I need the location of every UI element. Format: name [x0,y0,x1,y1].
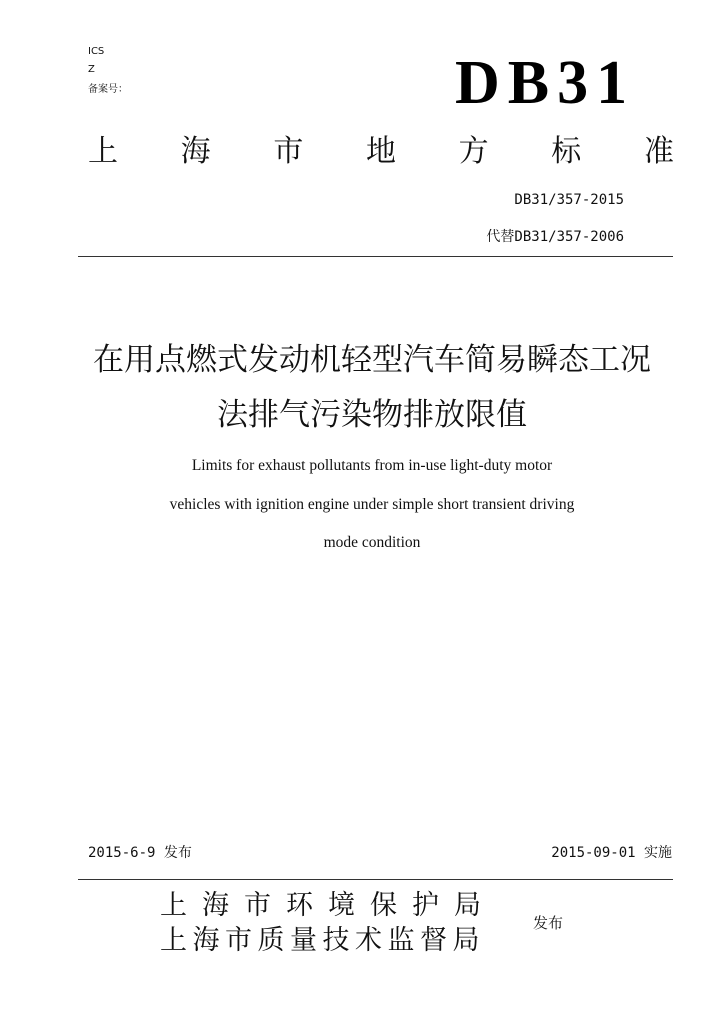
category-char: 准 [643,134,674,169]
title-en-line-1: Limits for exhaust pollutants from in-use light-duty motor [191,457,553,474]
issuer-environment-bureau: 上海市环境保护局 [160,890,496,921]
ics-label: ICS [88,46,105,57]
title-zh-line-1: 在用点燃式发动机轻型汽车简易瞬态工况 [93,342,651,378]
classification-label: Z [88,64,95,75]
record-number-label: 备案号： [88,84,128,95]
standard-code: DB31 [455,49,636,117]
header-divider [78,256,673,257]
category-char: 海 [180,134,211,169]
implementation-date: 2015-09-01 实施 [551,845,672,861]
footer-divider [78,879,673,880]
replaced-standard: 代替DB31/357-2006 [486,229,624,245]
standard-number: DB31/357-2015 [514,192,624,208]
issue-date: 2015-6-9 发布 [88,845,192,861]
category-char: 市 [273,134,304,169]
standard-category-heading [88,136,674,168]
issuer-quality-bureau: 上海市质量技术监督局 [160,925,485,956]
title-en-line-3: mode condition [323,534,421,551]
category-char: 地 [365,134,396,169]
category-char: 上 [88,134,118,169]
issue-action-label: 发布 [533,914,564,932]
title-en-line-2: vehicles with ignition engine under simple short transient driving [169,496,575,513]
title-zh-line-2: 法排气污染物排放限值 [217,397,527,433]
category-char: 标 [551,134,582,169]
category-char: 方 [458,134,489,169]
